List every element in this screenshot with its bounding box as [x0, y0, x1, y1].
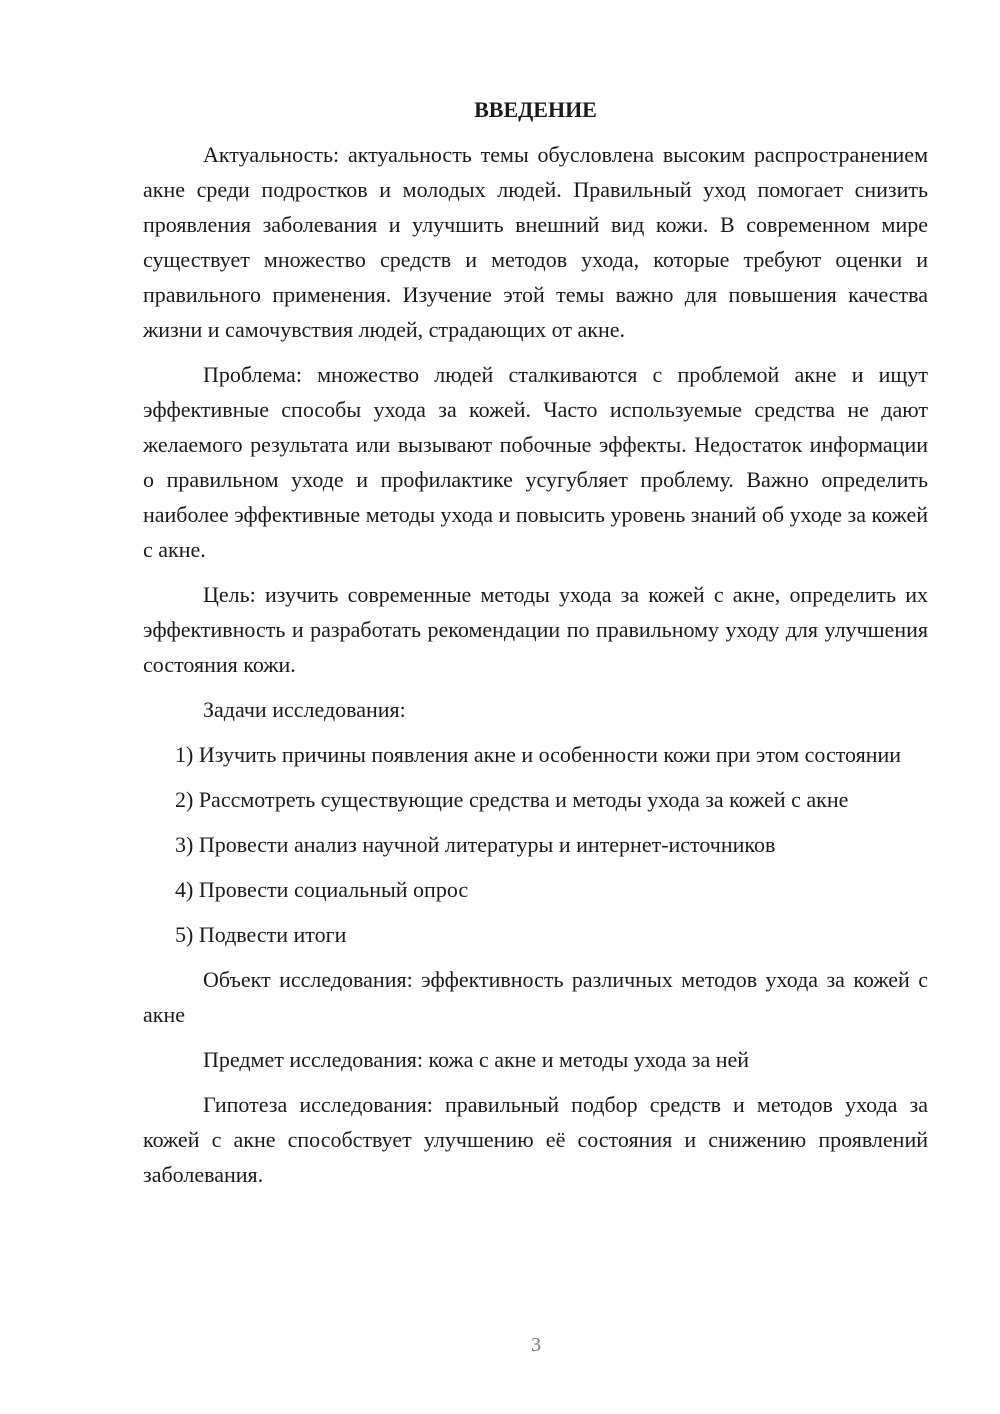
page-title: ВВЕДЕНИЕ	[474, 97, 597, 122]
object-paragraph: Объект исследования: эффективность различных методов ухода за кожей с акне	[143, 967, 928, 1027]
problem-paragraph: Проблема: множество людей сталкиваются с проблемой акне и ищут эффективные способы ухода за кожей. Часто используемые средства не дают желаемого результата или вызывают побочные эффекты. Недостаток информации о правильном уходе и профилактике усугубляет проблему. Важно определить наиболее эффективные методы ухода и повысить уровень знаний об уходе за кожей с акне.	[143, 362, 928, 562]
tasks-heading: Задачи исследования:	[203, 697, 406, 722]
task-item: 5) Подвести итоги	[175, 922, 347, 947]
page-number: 3	[531, 1334, 541, 1356]
hypothesis-paragraph: Гипотеза исследования: правильный подбор средств и методов ухода за кожей с акне способствует улучшению её состояния и снижению проявлений заболевания.	[143, 1092, 928, 1187]
page-content	[143, 92, 928, 1202]
subject-paragraph: Предмет исследования: кожа с акне и методы ухода за ней	[203, 1047, 750, 1072]
task-item: 1) Изучить причины появления акне и особенности кожи при этом состоянии	[175, 742, 902, 767]
task-item: 4) Провести социальный опрос	[175, 877, 469, 902]
relevance-paragraph: Актуальность: актуальность темы обусловлена высоким распространением акне среди подростков и молодых людей. Правильный уход помогает снизить проявления заболевания и улучшить внешний вид кожи. В современном мире существует множество средств и методов ухода, которые требуют оценки и правильного применения. Изучение этой темы важно для повышения качества жизни и самочувствия людей, страдающих от акне.	[143, 142, 928, 342]
task-item: 2) Рассмотреть существующие средства и методы ухода за кожей с акне	[175, 787, 849, 812]
task-item: 3) Провести анализ научной литературы и интернет-источников	[175, 832, 776, 857]
goal-paragraph: Цель: изучить современные методы ухода за кожей с акне, определить их эффективность и разработать рекомендации по правильному уходу для улучшения состояния кожи.	[143, 582, 928, 677]
